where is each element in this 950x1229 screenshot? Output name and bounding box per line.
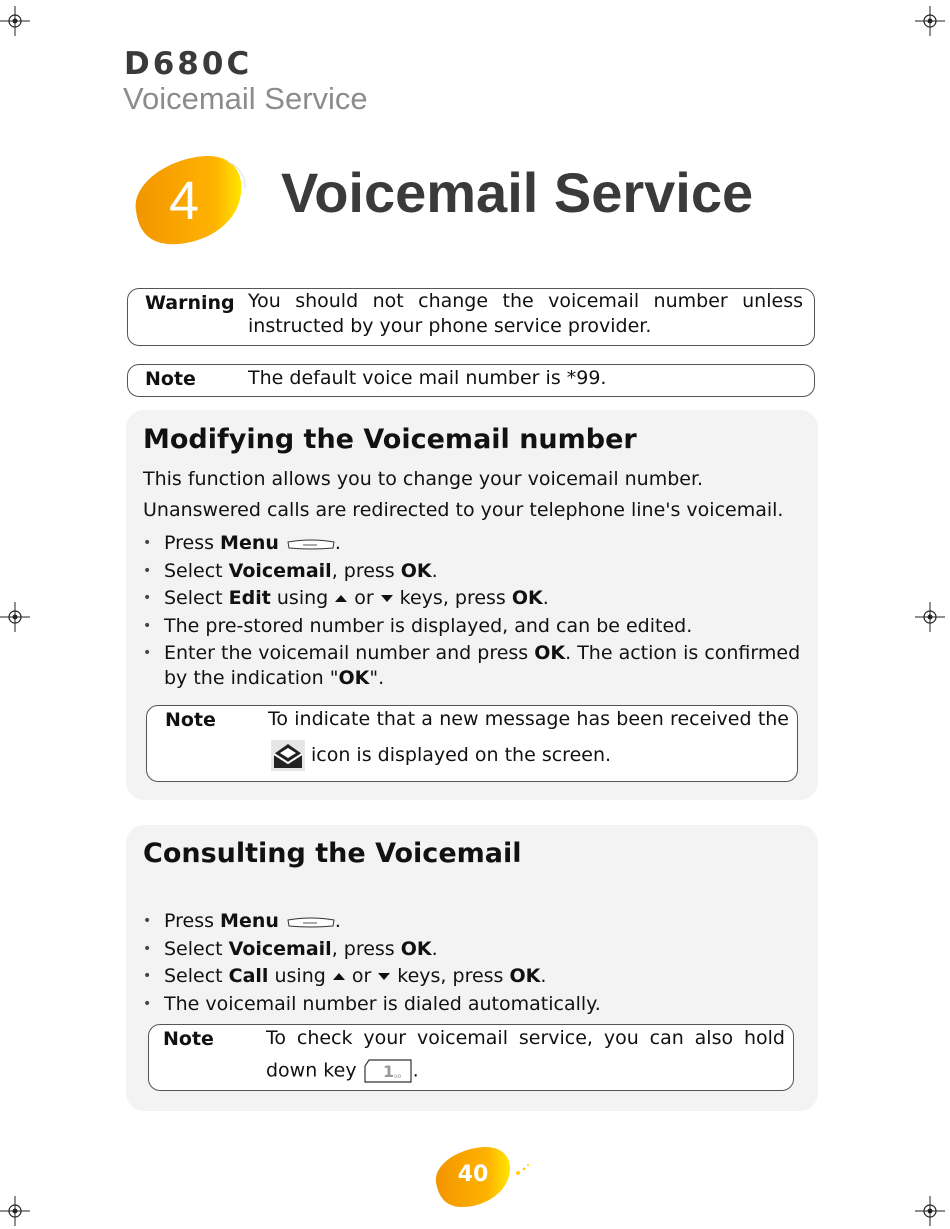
warning-box bbox=[127, 288, 815, 346]
note-label: Note bbox=[165, 709, 216, 731]
warning-label: Warning bbox=[145, 292, 235, 314]
intro-paragraph: This function allows you to change your voicemail number. bbox=[143, 468, 704, 490]
softkey-icon bbox=[287, 538, 335, 550]
step-text: Press bbox=[164, 532, 221, 554]
ok-indication: OK bbox=[338, 667, 370, 689]
note-text: To indicate that a new message has been received the bbox=[268, 708, 789, 730]
chapter-number: 4 bbox=[168, 171, 200, 231]
note-text: down key bbox=[266, 1059, 357, 1082]
note-text: icon is displayed on the screen. bbox=[311, 744, 612, 766]
note-box bbox=[127, 364, 815, 397]
step-text: using bbox=[270, 587, 329, 609]
steps-list bbox=[143, 909, 808, 1019]
list-item bbox=[143, 559, 808, 584]
step-text: Enter the voicemail number and press bbox=[164, 642, 535, 664]
ok-key-label: OK bbox=[509, 965, 541, 987]
ok-key-label: OK bbox=[534, 642, 566, 664]
step-text: , press bbox=[331, 559, 401, 582]
list-item bbox=[143, 964, 808, 989]
note-label: Note bbox=[163, 1028, 214, 1050]
step-text: Select bbox=[164, 965, 229, 987]
note-line bbox=[271, 740, 611, 771]
note-box bbox=[148, 1024, 794, 1091]
list-item bbox=[143, 641, 808, 691]
registration-mark-icon bbox=[915, 6, 945, 36]
model-name: D680C bbox=[124, 46, 253, 82]
note-line bbox=[266, 1058, 419, 1084]
section-title: Consulting the Voicemail bbox=[143, 838, 522, 869]
list-item: • The pre-stored number is displayed, and can be edited. bbox=[143, 614, 808, 639]
menu-item-label: Call bbox=[228, 965, 269, 987]
consulting-section bbox=[126, 825, 818, 1111]
registration-mark-icon bbox=[915, 1196, 945, 1226]
list-item: • The voicemail number is dialed automatically. bbox=[143, 992, 808, 1017]
menu-key-label: Menu bbox=[220, 532, 279, 554]
ok-key-label: OK bbox=[400, 559, 432, 582]
note-label: Note bbox=[145, 368, 196, 390]
list-item bbox=[143, 909, 808, 934]
key-1-icon bbox=[363, 1058, 413, 1084]
step-text: , press bbox=[331, 937, 401, 960]
step-text: Select bbox=[164, 587, 229, 609]
note-text: The default voice mail number is *99. bbox=[248, 367, 607, 389]
step-text: . bbox=[334, 532, 341, 554]
list-item bbox=[143, 937, 808, 962]
modifying-section bbox=[126, 410, 818, 800]
step-text: Select bbox=[164, 937, 229, 960]
chapter-title: Voicemail Service bbox=[281, 161, 754, 224]
down-arrow-icon bbox=[377, 972, 391, 981]
step-text: or bbox=[354, 587, 374, 609]
menu-item-label: Voicemail bbox=[228, 937, 332, 960]
menu-key-label: Menu bbox=[220, 910, 279, 932]
ok-key-label: OK bbox=[511, 587, 543, 609]
envelope-icon bbox=[271, 740, 305, 771]
section-name: Voicemail Service bbox=[123, 81, 368, 116]
step-text: keys, press bbox=[397, 965, 510, 987]
note-text: . bbox=[412, 1059, 419, 1082]
step-text: . bbox=[334, 910, 341, 932]
step-text: ". bbox=[369, 667, 385, 689]
svg-text:oo: oo bbox=[393, 1073, 401, 1080]
intro-paragraph: Unanswered calls are redirected to your telephone line's voicemail. bbox=[143, 499, 784, 521]
menu-item-label: Edit bbox=[228, 587, 271, 609]
list-item bbox=[143, 531, 808, 556]
warning-text: You should not change the voicemail number unless instructed by your phone service provider. bbox=[248, 290, 803, 337]
sparkle-icon bbox=[514, 1162, 530, 1176]
softkey-icon bbox=[287, 916, 335, 928]
registration-mark-icon bbox=[915, 602, 945, 632]
step-text: . bbox=[542, 587, 549, 609]
page-number: 40 bbox=[457, 1162, 489, 1187]
ok-key-label: OK bbox=[400, 937, 432, 960]
step-text: . bbox=[431, 937, 438, 960]
step-text: Select bbox=[164, 559, 229, 582]
registration-mark-icon bbox=[0, 1196, 30, 1226]
section-title: Modifying the Voicemail number bbox=[143, 424, 637, 455]
svg-text:1: 1 bbox=[382, 1062, 394, 1081]
step-text: keys, press bbox=[399, 587, 512, 609]
step-text: using bbox=[268, 965, 326, 987]
menu-item-label: Voicemail bbox=[228, 559, 332, 582]
registration-mark-icon bbox=[0, 602, 30, 632]
note-box bbox=[146, 705, 798, 782]
down-arrow-icon bbox=[380, 594, 394, 603]
note-text: To check your voicemail service, you can also hold bbox=[266, 1027, 785, 1049]
up-arrow-icon bbox=[332, 972, 346, 981]
step-text: . bbox=[540, 965, 547, 987]
step-text: Press bbox=[164, 910, 221, 932]
up-arrow-icon bbox=[334, 594, 348, 603]
list-item bbox=[143, 586, 808, 611]
step-text: . The action is confirmed by the indication " bbox=[164, 642, 801, 689]
step-text: . bbox=[431, 559, 438, 582]
registration-mark-icon bbox=[0, 6, 30, 36]
step-text: or bbox=[351, 965, 372, 987]
steps-list bbox=[143, 531, 808, 694]
